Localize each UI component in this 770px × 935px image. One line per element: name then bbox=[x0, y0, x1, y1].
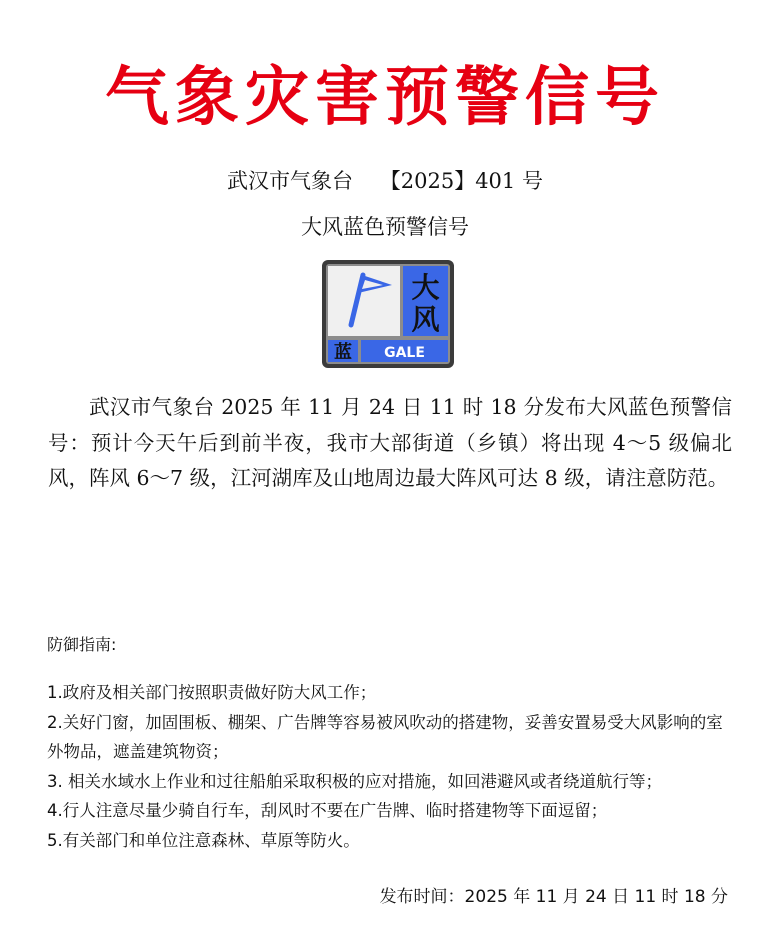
guide-item: 5.有关部门和单位注意森林、草原等防火。 bbox=[47, 830, 360, 850]
document-title: 气象灾害预警信号 bbox=[105, 60, 665, 135]
guide-item: 4.行人注意尽量少骑自行车，刮风时不要在广告牌、临时搭建物等下面逗留； bbox=[47, 801, 608, 820]
badge-level-text: 蓝 bbox=[334, 342, 352, 363]
release-time: 发布时间：2025 年 11 月 24 日 11 时 18 分 bbox=[379, 887, 728, 907]
defense-guide-list bbox=[47, 678, 737, 855]
guide-item: 1.政府及相关部门按照职责做好防大风工作； bbox=[47, 683, 377, 702]
badge-english-text: GALE bbox=[384, 345, 425, 361]
badge-hazard-char-2: 风 bbox=[411, 303, 440, 336]
signal-name: 大风蓝色预警信号 bbox=[301, 215, 469, 239]
badge-hazard-char-1: 大 bbox=[411, 271, 440, 304]
issuer-line: 武汉市气象台 【2025】401 号 bbox=[227, 169, 543, 193]
gale-blue-warning-badge bbox=[321, 259, 455, 369]
guide-item: 3. 相关水域水上作业和过往船舶采取积极的应对措施，如回港避风或者绕道航行等； bbox=[47, 771, 662, 791]
guide-item: 2.关好门窗，加固围板、棚架、广告牌等容易被风吹动的搭建物，妥善安置易受大风影响的室外物品，遮盖建筑物资； bbox=[47, 712, 723, 761]
warning-body-text: 武汉市气象台 2025 年 11 月 24 日 11 时 18 分发布大风蓝色预警信号：预计今天午后到前半夜，我市大部街道（乡镇）将出现 4～5 级偏北风，阵风 6～7 级，江河湖库及山地周边最大阵风可达 8 级，请注意防范。 bbox=[48, 395, 732, 490]
defense-guide-heading: 防御指南: bbox=[47, 635, 117, 654]
